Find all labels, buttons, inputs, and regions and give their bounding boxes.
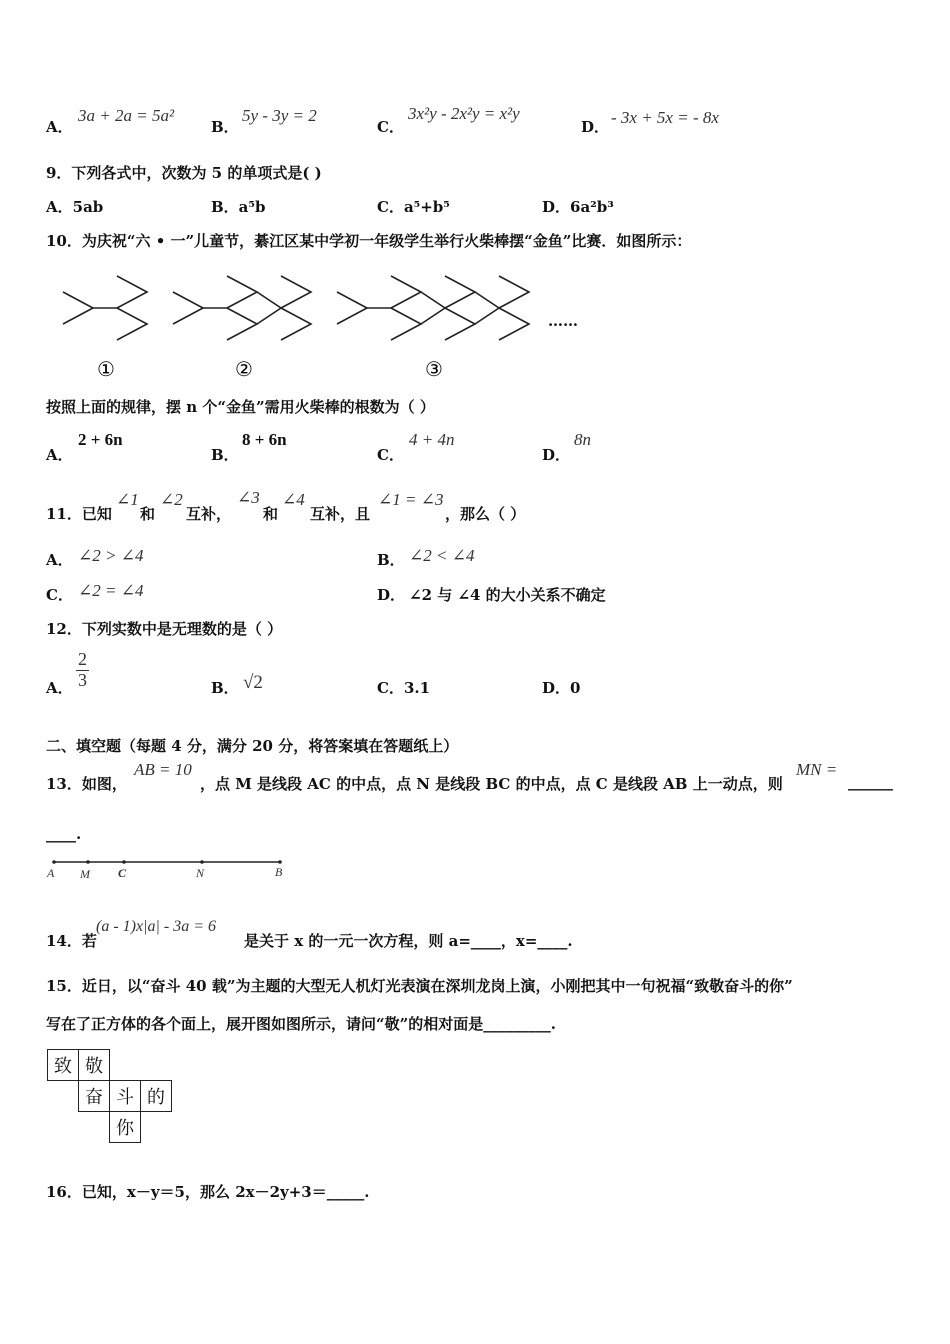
q13-blank-2: ____. (46, 825, 82, 843)
q11-and-1: 和 (140, 505, 156, 523)
cube-face: 你 (110, 1112, 141, 1143)
q11-and-2: 和 (263, 505, 279, 523)
q12-option-d: D．0 (542, 679, 581, 697)
point-c-label: C (118, 866, 127, 880)
q9-option-b: B．a⁵b (211, 198, 266, 216)
fig-label-2: ② (235, 357, 253, 381)
q12-option-a-label: A． (46, 679, 73, 697)
fraction-numerator: 2 (78, 649, 87, 669)
cube-face: 致 (48, 1050, 79, 1081)
cube-face: 的 (141, 1081, 172, 1112)
section-2-title: 二、填空题（每题 4 分，满分 20 分，将答案填在答题纸上） (46, 737, 459, 755)
q11-angle4: ∠4 (282, 490, 305, 509)
q12-option-b: √2 (243, 672, 263, 693)
q11-option-a: ∠2 > ∠4 (78, 546, 144, 565)
q13-mn: MN = (796, 760, 838, 779)
cube-face: 斗 (110, 1081, 141, 1112)
q11-option-d: ∠2 与 ∠4 的大小关系不确定 (409, 586, 606, 604)
fraction-denominator: 3 (78, 669, 87, 690)
q14-prefix: 14．若 (46, 932, 97, 950)
q10-option-d-label: D． (542, 446, 571, 464)
point-n-label: N (196, 866, 205, 880)
fig-label-1: ① (97, 357, 115, 381)
q12-option-a-fraction (76, 650, 89, 691)
q10-option-b-label: B． (211, 446, 239, 464)
figure-ellipsis: …… (548, 312, 578, 330)
cube-face: 奋 (79, 1081, 110, 1112)
q10-stem: 10．为庆祝“六 • 一”儿童节，綦江区某中学初一年级学生举行火柴棒摆“金鱼”比赛．如图所示： (46, 232, 692, 250)
q10-option-b: 8 + 6n (242, 430, 287, 449)
q11-option-d-label: D． (377, 586, 406, 604)
q11-tail: ，那么（ ） (445, 505, 526, 523)
segment-ab-figure (44, 852, 294, 882)
q8-option-a-equation: 3a + 2a = 5a² (78, 106, 175, 125)
q10-option-d: 8n (574, 430, 591, 449)
q13-blank-1: ______ (848, 773, 893, 791)
q11-option-b-label: B． (377, 551, 405, 569)
cube-net (47, 1049, 172, 1143)
q10-option-a: 2 + 6n (78, 430, 123, 449)
q8-option-a-label: A． (46, 118, 73, 136)
q11-supp-1: 互补， (186, 505, 232, 523)
q8-option-d-label: D． (581, 118, 610, 136)
q13-condition: AB = 10 (134, 760, 192, 779)
q13-text: ，点 M 是线段 AC 的中点，点 N 是线段 BC 的中点，点 C 是线段 AB 上一动点，则 (200, 775, 783, 793)
q15-line-1: 15．近日，以“奋斗 40 载”为主题的大型无人机灯光表演在深圳龙岗上演，小刚把其中一句祝福“致敬奋斗的你” (46, 977, 793, 995)
q13-prefix: 13．如图， (46, 775, 127, 793)
q11-angle3: ∠3 (237, 488, 260, 507)
q11-option-a-label: A． (46, 551, 73, 569)
q10-question: 按照上面的规律，摆 n 个“金鱼”需用火柴棒的根数为（ ） (46, 398, 435, 416)
q10-option-c-label: C． (377, 446, 404, 464)
point-b-label: B (275, 865, 283, 879)
cube-face: 敬 (79, 1050, 110, 1081)
q8-option-b-label: B． (211, 118, 239, 136)
q11-angle1: ∠1 (116, 490, 139, 509)
q10-option-c: 4 + 4n (409, 430, 455, 449)
q15-line-2: 写在了正方体的各个面上，展开图如图所示，请问“敬”的相对面是_________. (46, 1015, 556, 1033)
goldfish-matchstick-figure (55, 266, 555, 384)
q12-stem: 12．下列实数中是无理数的是（ ） (46, 620, 283, 638)
q9-stem: 9．下列各式中，次数为 5 的单项式是( ) (46, 164, 322, 182)
q10-option-a-label: A． (46, 446, 73, 464)
q16-text: 16．已知，x－y＝5，那么 2x－2y+3＝_____. (46, 1183, 370, 1201)
q14-text: 是关于 x 的一元一次方程，则 a=____，x=____. (244, 932, 573, 950)
q12-option-b-label: B． (211, 679, 239, 697)
q11-condition: ∠1 = ∠3 (378, 490, 444, 509)
q8-option-c-equation: 3x²y - 2x²y = x²y (408, 104, 520, 123)
q11-stem-prefix: 11．已知 (46, 505, 112, 523)
q12-option-c: C．3.1 (377, 679, 431, 697)
q14-equation: (a - 1)x|a| - 3a = 6 (96, 918, 217, 935)
q8-option-c-label: C． (377, 118, 404, 136)
q11-option-c: ∠2 = ∠4 (78, 581, 144, 600)
q8-option-b-equation: 5y - 3y = 2 (242, 106, 317, 125)
q9-option-d: D．6a²b³ (542, 198, 614, 216)
q11-angle2: ∠2 (160, 490, 183, 509)
q8-option-d-equation: - 3x + 5x = - 8x (611, 108, 719, 127)
fig-label-3: ③ (425, 357, 443, 381)
point-m-label: M (80, 867, 90, 881)
q9-option-c: C．a⁵+b⁵ (377, 198, 450, 216)
q9-option-a: A．5ab (46, 198, 104, 216)
q11-option-b: ∠2 < ∠4 (409, 546, 475, 565)
point-a-label: A (47, 866, 55, 880)
q11-option-c-label: C． (46, 586, 73, 604)
q11-supp-2: 互补，且 (310, 505, 371, 523)
